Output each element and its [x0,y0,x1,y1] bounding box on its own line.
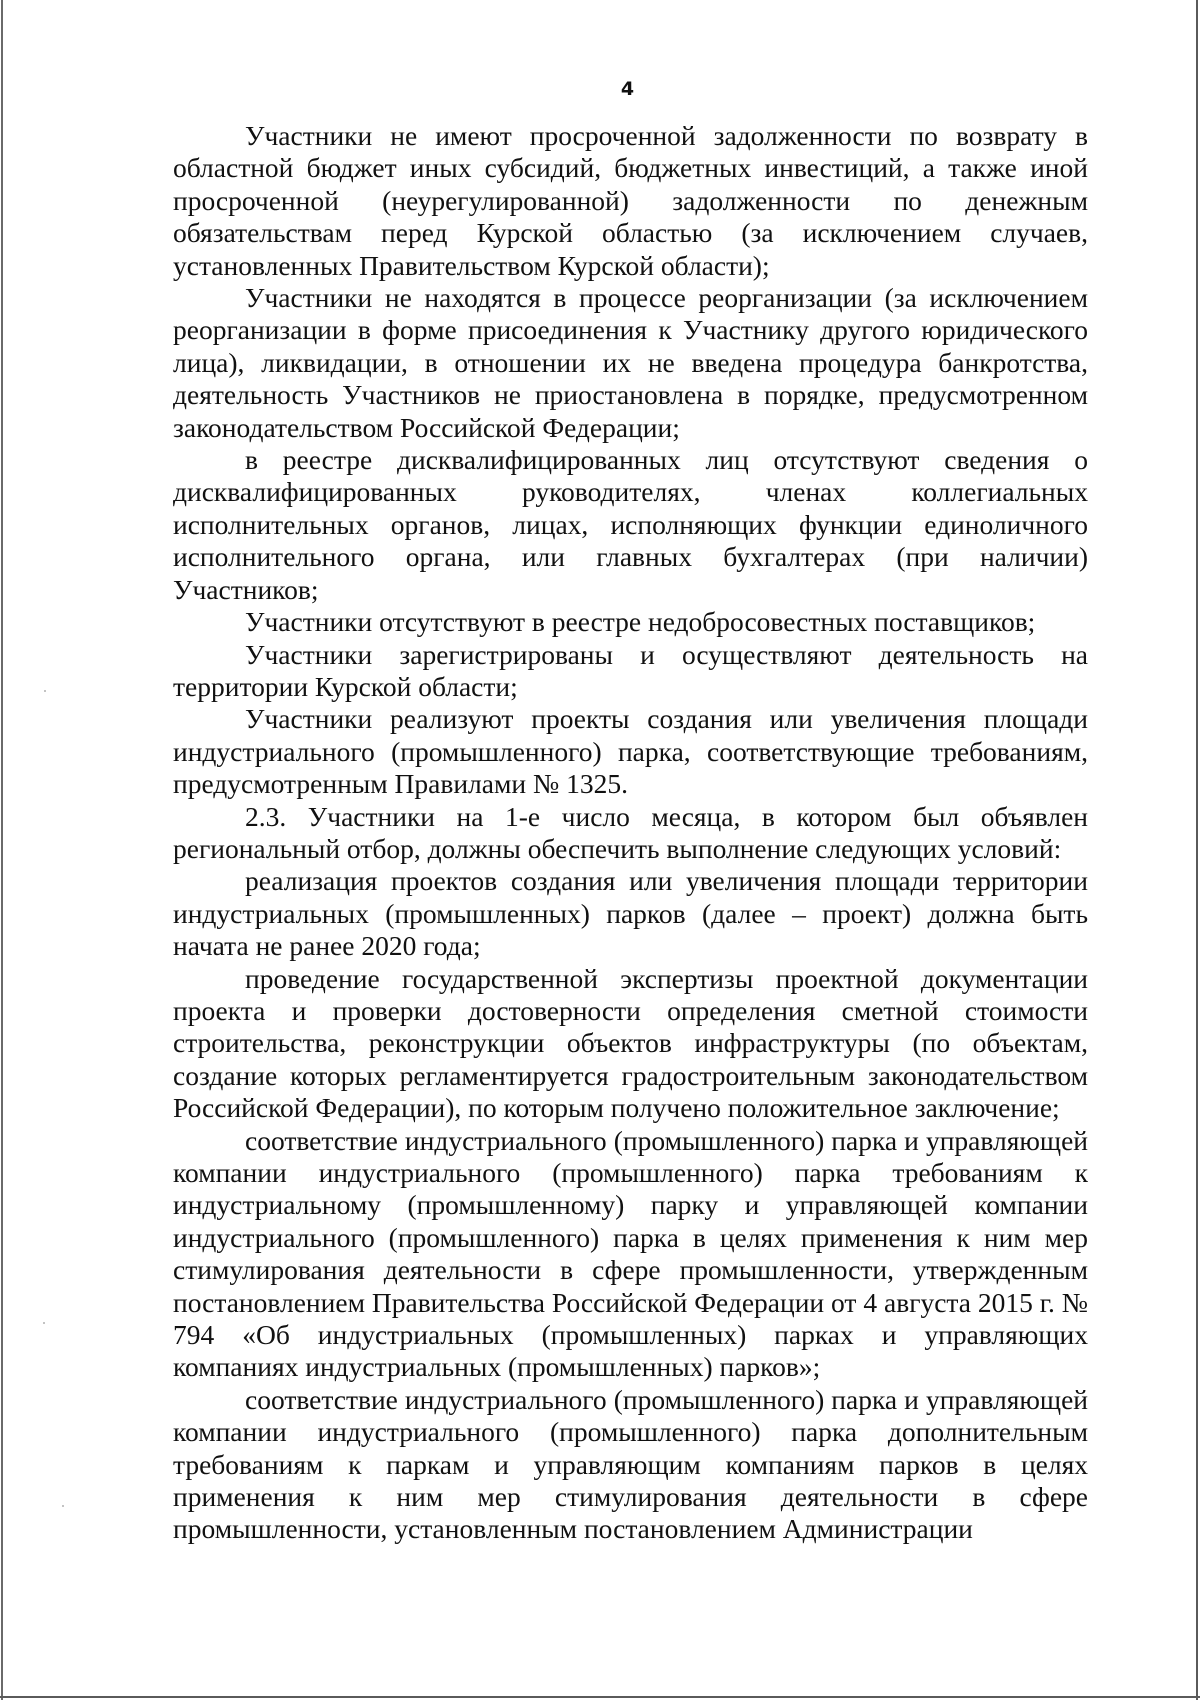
document-body [173,120,1088,1546]
paragraph-compliance-additional: соответствие индустриального (промышленного) парка и управляющей компании индустриального (промышленного) парка дополнительным требованиям к паркам и управляющим компаниям парков в целях применения к ним мер стимулирования деятельности в сфере промышленности, установленным постановлением Администрации [173,1383,1088,1545]
paragraph-no-reorganization: Участники не находятся в процессе реорганизации (за исключением реорганизации в форме присоединения к Участнику другого юридического лица), ликвидации, в отношении их не введена процедура банкротства, деятельность Участников не приостановлена в порядке, предусмотренном законодательством Российской Федерации; [173,282,1088,443]
paragraph-project-start: реализация проектов создания или увеличения площади территории индустриальных (промышленных) парков (далее – проект) должна быть начата не ранее 2020 года; [173,865,1088,962]
paragraph-registered-kursk: Участники зарегистрированы и осуществляют деятельность на территории Курской области; [173,638,1088,702]
paragraph-compliance-794: соответствие индустриального (промышленного) парка и управляющей компании индустриального (промышленного) парка требованиям к индустриальному (промышленному) парку и управляющей компании индустриального (промышленного) парка в целях применения к ним мер стимулирования деятельности в сфере промышленности, утвержденным постановлением Правительства Российской Федерации от 4 августа 2015 г. № 794 «Об индустриальных (промышленных) парках и управляющих компаниях индустриальных (промышленных) парков»; [173,1124,1088,1383]
scan-speck [62,1505,64,1507]
page-number: 4 [620,78,635,100]
paragraph-state-expertise: проведение государственной экспертизы проектной документации проекта и проверки достоверности определения сметной стоимости строительства, реконструкции объектов инфраструктуры (по объектам, создание которых регламентируется градостроительным законодательством Российской Федерации), по которым получено положительное заключение; [173,962,1088,1124]
paragraph-unfair-suppliers: Участники отсутствуют в реестре недобросовестных поставщиков; [245,606,1036,638]
scan-edge-right [1196,0,1198,1700]
paragraph-park-projects: Участники реализуют проекты создания или увеличения площади индустриального (промышленного) парка, соответствующие требованиям, предусмотренным Правилами № 1325. [173,703,1088,800]
scan-edge-left [1,0,3,1700]
paragraph-section-2-3: 2.3. Участники на 1-е число месяца, в котором был объявлен региональный отбор, должны обеспечить выполнение следующих условий: [173,800,1088,864]
paragraph-disqualified-registry: в реестре дисквалифицированных лиц отсутствуют сведения о дисквалифицированных руководителях, членах коллегиальных исполнительных органов, лицах, исполняющих функции единоличного исполнительного органа, или главных бухгалтерах (при наличии) Участников; [173,444,1088,605]
scan-edge-bottom [0,1696,1200,1698]
scan-speck [43,1322,45,1324]
paragraph-no-debt: Участники не имеют просроченной задолженности по возврату в областной бюджет иных субсидий, бюджетных инвестиций, а также иной просроченной (неурегулированной) задолженности по денежным обязательствам перед Курской областью (за исключением случаев, установленных Правительством Курской области); [173,120,1088,281]
scan-speck [44,690,46,692]
